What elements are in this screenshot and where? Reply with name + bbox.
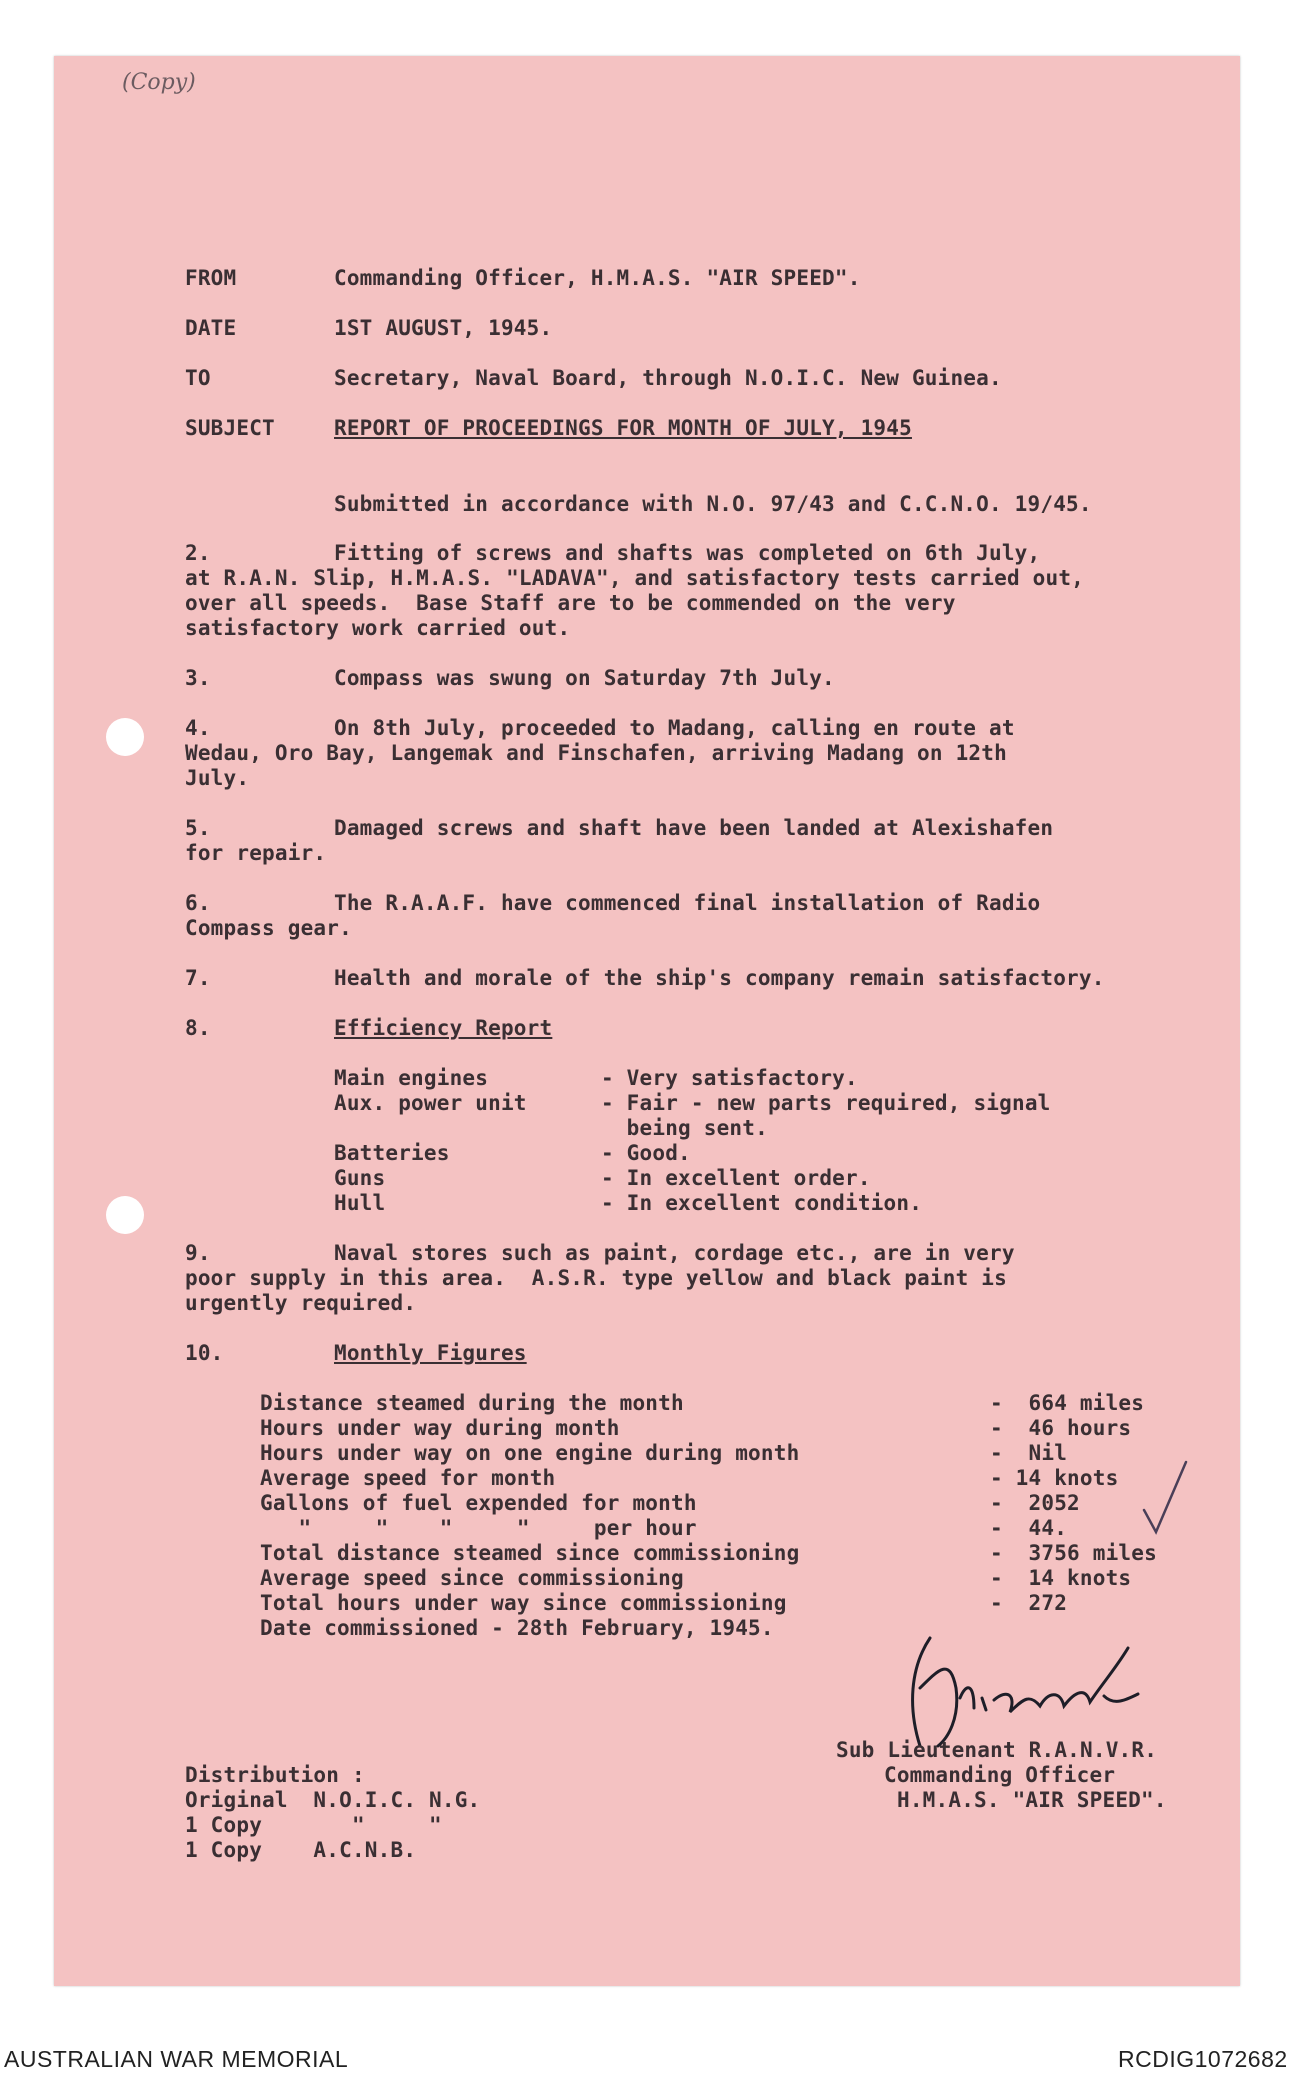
efficiency-status: - Good. (601, 1141, 691, 1165)
figure-label: Average speed since commissioning (260, 1566, 684, 1590)
paragraph-4-line: July. (185, 766, 250, 790)
distribution-line: 1 Copy " " (185, 1813, 442, 1837)
distribution-line: 1 Copy A.C.N.B. (185, 1838, 417, 1862)
from-label: FROM (185, 266, 237, 290)
efficiency-item: Batteries (334, 1141, 450, 1165)
efficiency-item: Hull (334, 1191, 386, 1215)
paragraph-6-line: The R.A.A.F. have commenced final installation of Radio (334, 891, 1041, 915)
paragraph-9-line: Naval stores such as paint, cordage etc., are in very (334, 1241, 1015, 1265)
to-label: TO (185, 366, 211, 390)
paragraph-10-number: 10. (185, 1341, 224, 1365)
distribution-heading: Distribution : (185, 1763, 365, 1787)
paragraph-4-line: Wedau, Oro Bay, Langemak and Finschafen, arriving Madang on 12th (185, 741, 1007, 765)
figure-label: Hours under way on one engine during month (260, 1441, 800, 1465)
date-label: DATE (185, 316, 237, 340)
efficiency-status: - In excellent order. (601, 1166, 871, 1190)
punch-hole-bottom (106, 1196, 144, 1234)
from-value: Commanding Officer, H.M.A.S. "AIR SPEED". (334, 266, 861, 290)
figure-value: - 46 hours (990, 1416, 1132, 1440)
figure-value: - Nil (990, 1441, 1068, 1465)
paragraph-7-number: 7. (185, 966, 211, 990)
paragraph-2-line: satisfactory work carried out. (185, 616, 571, 640)
figure-label: Total hours under way since commissioning (260, 1591, 787, 1615)
figure-value: - 3756 miles (990, 1541, 1157, 1565)
figure-value: - 14 knots (990, 1466, 1119, 1490)
distribution-line: Original N.O.I.C. N.G. (185, 1788, 481, 1812)
paragraph-2-line: at R.A.N. Slip, H.M.A.S. "LADAVA", and satisfactory tests carried out, (185, 566, 1085, 590)
paragraph-9-line: poor supply in this area. A.S.R. type yellow and black paint is (185, 1266, 1007, 1290)
efficiency-heading: Efficiency Report (334, 1016, 553, 1040)
efficiency-status: - Very satisfactory. (601, 1066, 858, 1090)
efficiency-item: Main engines (334, 1066, 489, 1090)
footer-record-id: RCDIG1072682 (1118, 2046, 1288, 2072)
figure-value: - 664 miles (990, 1391, 1145, 1415)
figure-label: Total distance steamed since commissioning (260, 1541, 800, 1565)
signature-rank: Sub Lieutenant R.A.N.V.R. (836, 1738, 1158, 1762)
paragraph-9-line: urgently required. (185, 1291, 417, 1315)
paragraph-9-number: 9. (185, 1241, 211, 1265)
paragraph-2-line: Fitting of screws and shafts was completed on 6th July, (334, 541, 1041, 565)
paragraph-4-number: 4. (185, 716, 211, 740)
paragraph-5-line: Damaged screws and shaft have been landed at Alexishafen (334, 816, 1054, 840)
subject-label: SUBJECT (185, 416, 275, 440)
figure-value: - 44. (990, 1516, 1068, 1540)
handwritten-copy-note: (Copy) (122, 70, 196, 95)
paragraph-2-number: 2. (185, 541, 211, 565)
paragraph-1: Submitted in accordance with N.O. 97/43 and C.C.N.O. 19/45. (334, 492, 1092, 516)
figure-label: Distance steamed during the month (260, 1391, 684, 1415)
to-value: Secretary, Naval Board, through N.O.I.C. New Guinea. (334, 366, 1002, 390)
figure-value: - 14 knots (990, 1566, 1132, 1590)
figure-label: Gallons of fuel expended for month (260, 1491, 697, 1515)
paragraph-3: Compass was swung on Saturday 7th July. (334, 666, 835, 690)
paragraph-2-line: over all speeds. Base Staff are to be commended on the very (185, 591, 956, 615)
figure-label: " " " " per hour (260, 1516, 697, 1540)
figure-label: Hours under way during month (260, 1416, 620, 1440)
footer-archive-name: AUSTRALIAN WAR MEMORIAL (4, 2046, 349, 2072)
subject-value: REPORT OF PROCEEDINGS FOR MONTH OF JULY, 1945 (334, 416, 912, 440)
efficiency-status: being sent. (601, 1116, 768, 1140)
monthly-figures-heading: Monthly Figures (334, 1341, 527, 1365)
efficiency-item: Aux. power unit (334, 1091, 527, 1115)
signature-name: Williams (890, 1628, 895, 1629)
paragraph-3-number: 3. (185, 666, 211, 690)
figure-label: Date commissioned - 28th February, 1945. (260, 1616, 774, 1640)
paragraph-5-line: for repair. (185, 841, 327, 865)
check-mark-icon (1140, 1458, 1190, 1538)
paragraph-7: Health and morale of the ship's company remain satisfactory. (334, 966, 1105, 990)
paragraph-6-line: Compass gear. (185, 916, 352, 940)
figure-value: - 272 (990, 1591, 1068, 1615)
paragraph-5-number: 5. (185, 816, 211, 840)
punch-hole-top (106, 718, 144, 756)
paragraph-8-number: 8. (185, 1016, 211, 1040)
efficiency-item: Guns (334, 1166, 386, 1190)
paragraph-4-line: On 8th July, proceeded to Madang, calling en route at (334, 716, 1015, 740)
figure-value: - 2052 (990, 1491, 1080, 1515)
efficiency-status: - Fair - new parts required, signal (601, 1091, 1051, 1115)
efficiency-status: - In excellent condition. (601, 1191, 923, 1215)
signature-role: Commanding Officer (884, 1763, 1116, 1787)
figure-label: Average speed for month (260, 1466, 556, 1490)
date-value: 1ST AUGUST, 1945. (334, 316, 553, 340)
paragraph-6-number: 6. (185, 891, 211, 915)
signature-ship: H.M.A.S. "AIR SPEED". (897, 1788, 1167, 1812)
